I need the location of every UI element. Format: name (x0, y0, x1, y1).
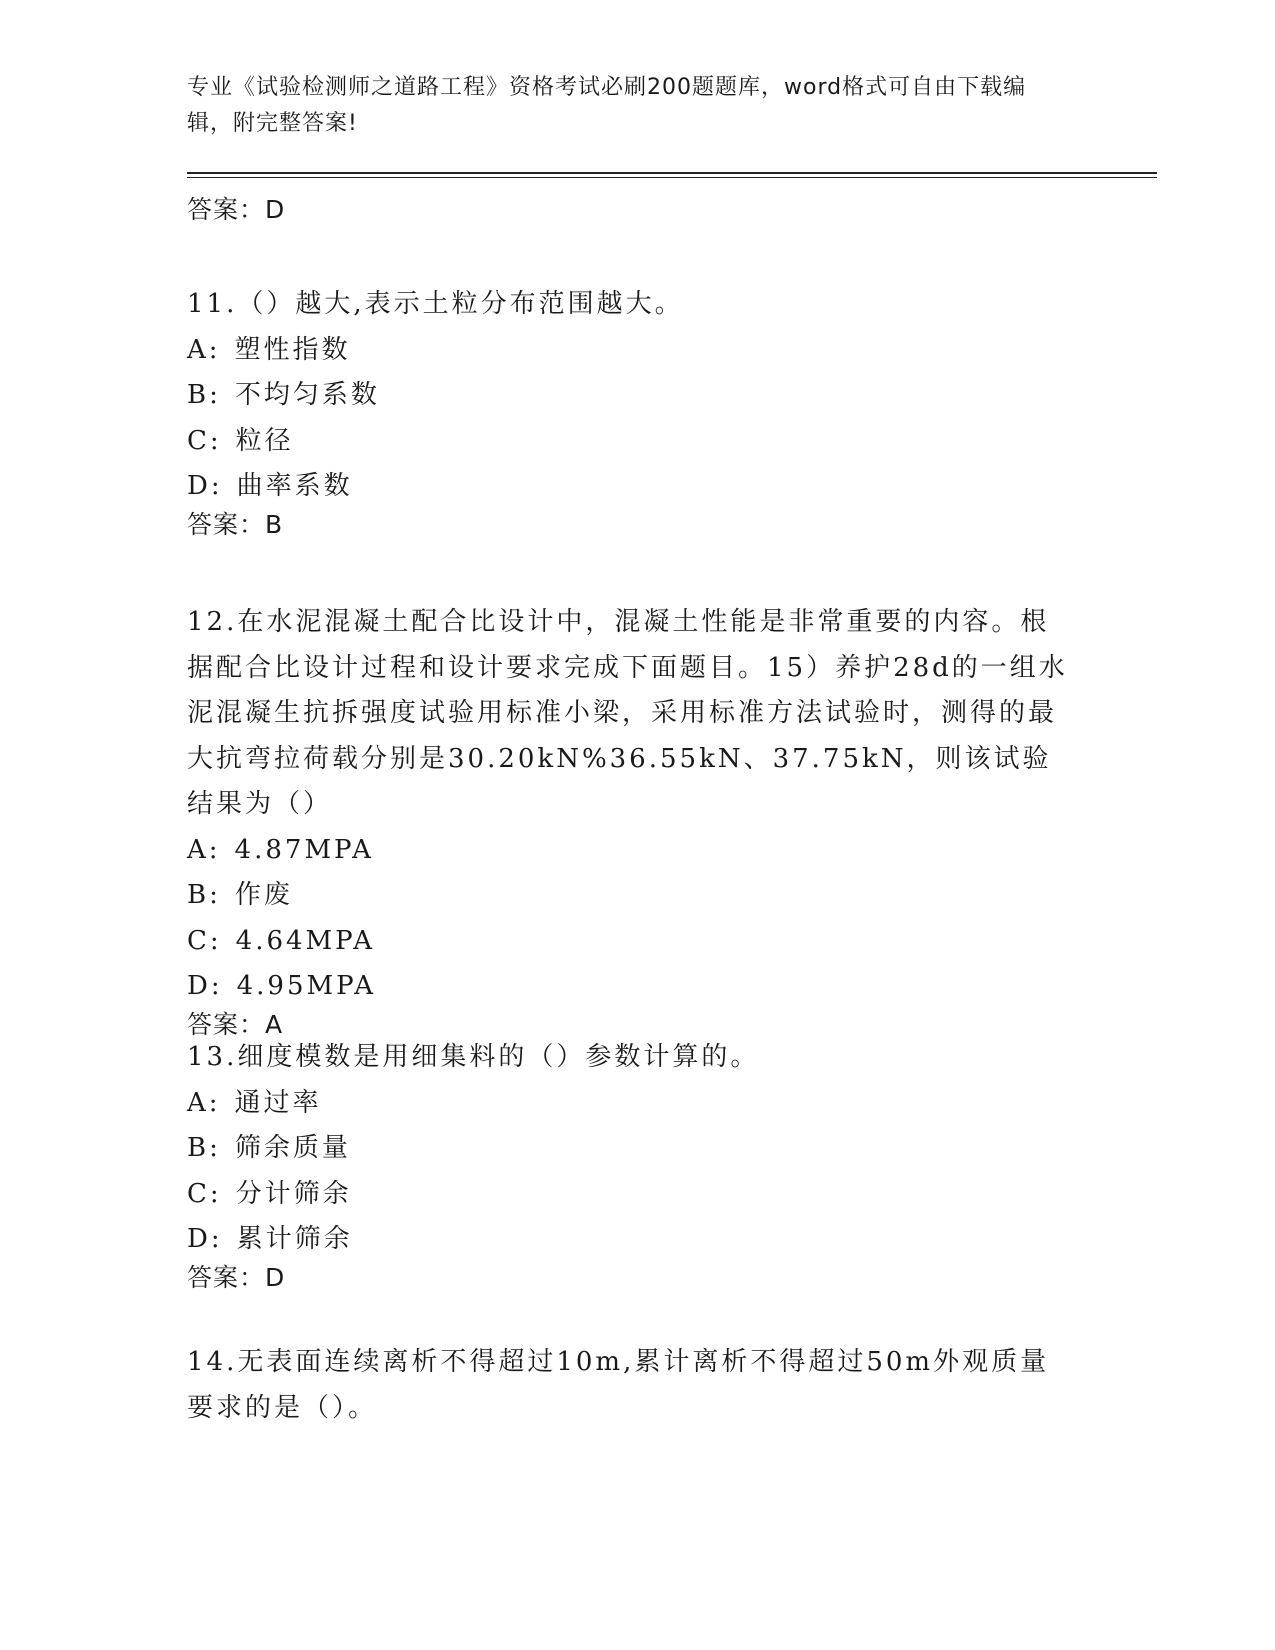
option-label: B: (187, 380, 221, 410)
document-header: 专业《试验检测师之道路工程》资格考试必刷200题题库，word格式可自由下载编辑，附完整答案! (187, 75, 1027, 136)
answer-line: 答案：B (187, 509, 284, 539)
question-block (187, 1340, 1077, 1431)
option-label: D: (187, 971, 223, 1001)
document-page (187, 70, 1157, 1423)
option-text: 累计筛余 (236, 1224, 353, 1254)
option-b (187, 373, 1077, 419)
option-label: B: (187, 1133, 221, 1163)
question-text: 11.（）越大,表示土粒分布范围越大。 (187, 289, 684, 319)
option-label: A: (187, 1087, 221, 1118)
option-text: 4.95MPA (236, 971, 377, 1001)
option-label: A: (187, 334, 221, 365)
option-c (187, 419, 1077, 465)
header-divider (187, 172, 1157, 178)
answer-line: 答案：D (187, 1262, 286, 1292)
question-block (187, 1035, 1077, 1293)
option-text: 筛余质量 (234, 1133, 351, 1163)
option-text: 粒径 (235, 425, 294, 456)
option-label: B: (187, 880, 221, 910)
option-text: 4.64MPA (235, 925, 376, 956)
option-text: 不均匀系数 (234, 380, 380, 410)
option-a (187, 828, 1077, 874)
option-text: 作废 (234, 880, 293, 910)
option-d (187, 1217, 1077, 1263)
option-c (187, 1172, 1077, 1218)
option-label: C: (187, 925, 222, 956)
question-text: 12.在水泥混凝土配合比设计中，混凝土性能是非常重要的内容。根据配合比设计过程和设计要求完成下面题目。15）养护28d的一组水泥混凝生抗拆强度试验用标准小梁，采用标准方法试验时，测得的最大抗弯拉荷载分别是30.20kN%36.55kN、37.75kN，则该试验结果为（） (187, 607, 1068, 819)
answer-line: 答案：D (187, 195, 286, 224)
option-a (187, 1081, 1077, 1127)
option-label: D: (187, 1224, 223, 1254)
option-c (187, 919, 1077, 965)
option-text: 曲率系数 (236, 471, 353, 501)
answer-line: 答案：A (187, 1009, 284, 1039)
option-label: C: (187, 1178, 222, 1209)
option-label: C: (187, 425, 222, 456)
option-label: D: (187, 471, 223, 501)
question-text: 13.细度模数是用细集料的（）参数计算的。 (187, 1042, 760, 1072)
question-text: 14.无表面连续离析不得超过10m,累计离析不得超过50m外观质量要求的是（）。 (187, 1347, 1050, 1423)
option-text: 4.87MPA (234, 834, 374, 865)
option-text: 塑性指数 (234, 334, 351, 365)
option-text: 分计筛余 (235, 1178, 352, 1209)
option-text: 通过率 (234, 1087, 322, 1118)
question-block (187, 282, 1077, 540)
option-d (187, 964, 1077, 1010)
option-b (187, 1126, 1077, 1172)
option-d (187, 464, 1077, 510)
option-a (187, 328, 1077, 374)
question-block (187, 600, 1077, 1040)
option-label: A: (187, 834, 221, 865)
option-b (187, 873, 1077, 919)
